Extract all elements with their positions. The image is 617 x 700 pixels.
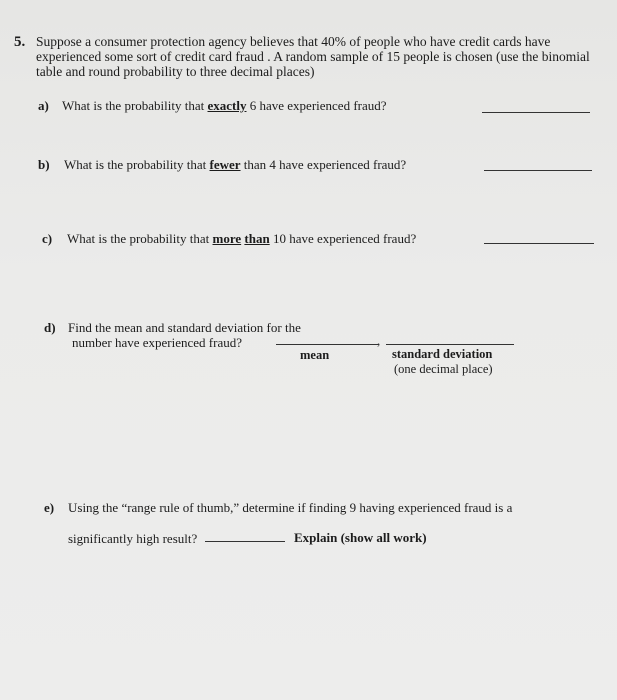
sd-note: (one decimal place)	[394, 362, 493, 376]
part-b-label: b)	[38, 157, 50, 172]
part-a-answer-line[interactable]	[482, 112, 590, 113]
mean-label: mean	[300, 348, 330, 362]
sd-answer-line[interactable]	[386, 344, 514, 345]
mean-answer-line[interactable]	[276, 344, 378, 345]
part-e-explain: Explain (show all work)	[294, 530, 427, 545]
question-intro: Suppose a consumer protection agency believes that 40% of people who have credit cards have experienced some sort of credit card fraud . A random sample of 15 people is chosen (use the binomial table and round probability to three decimal places)	[36, 34, 590, 79]
part-c-answer-line[interactable]	[484, 243, 594, 244]
part-c-label: c)	[42, 231, 53, 246]
part-b-answer-line[interactable]	[484, 170, 592, 171]
part-d-comma: ,	[377, 333, 381, 348]
part-a-question: What is the probability that exactly 6 have experienced fraud?	[62, 98, 387, 113]
part-c-question: What is the probability that more than 10 have experienced fraud?	[67, 231, 417, 246]
part-d-label: d)	[44, 320, 56, 335]
part-d-question-line2: number have experienced fraud?	[72, 335, 242, 350]
sd-label: standard deviation	[392, 347, 493, 361]
part-e-answer-line[interactable]	[205, 541, 285, 542]
part-e-label: e)	[44, 500, 55, 515]
part-a-label: a)	[38, 98, 49, 113]
part-e-question-line2: significantly high result?	[68, 531, 198, 546]
part-e-question-line1: Using the “range rule of thumb,” determine if finding 9 having experienced fraud is a	[68, 500, 513, 515]
part-b-question: What is the probability that fewer than 4 have experienced fraud?	[64, 157, 407, 172]
question-number: 5.	[14, 34, 26, 50]
part-d-question-line1: Find the mean and standard deviation for the	[68, 320, 301, 335]
